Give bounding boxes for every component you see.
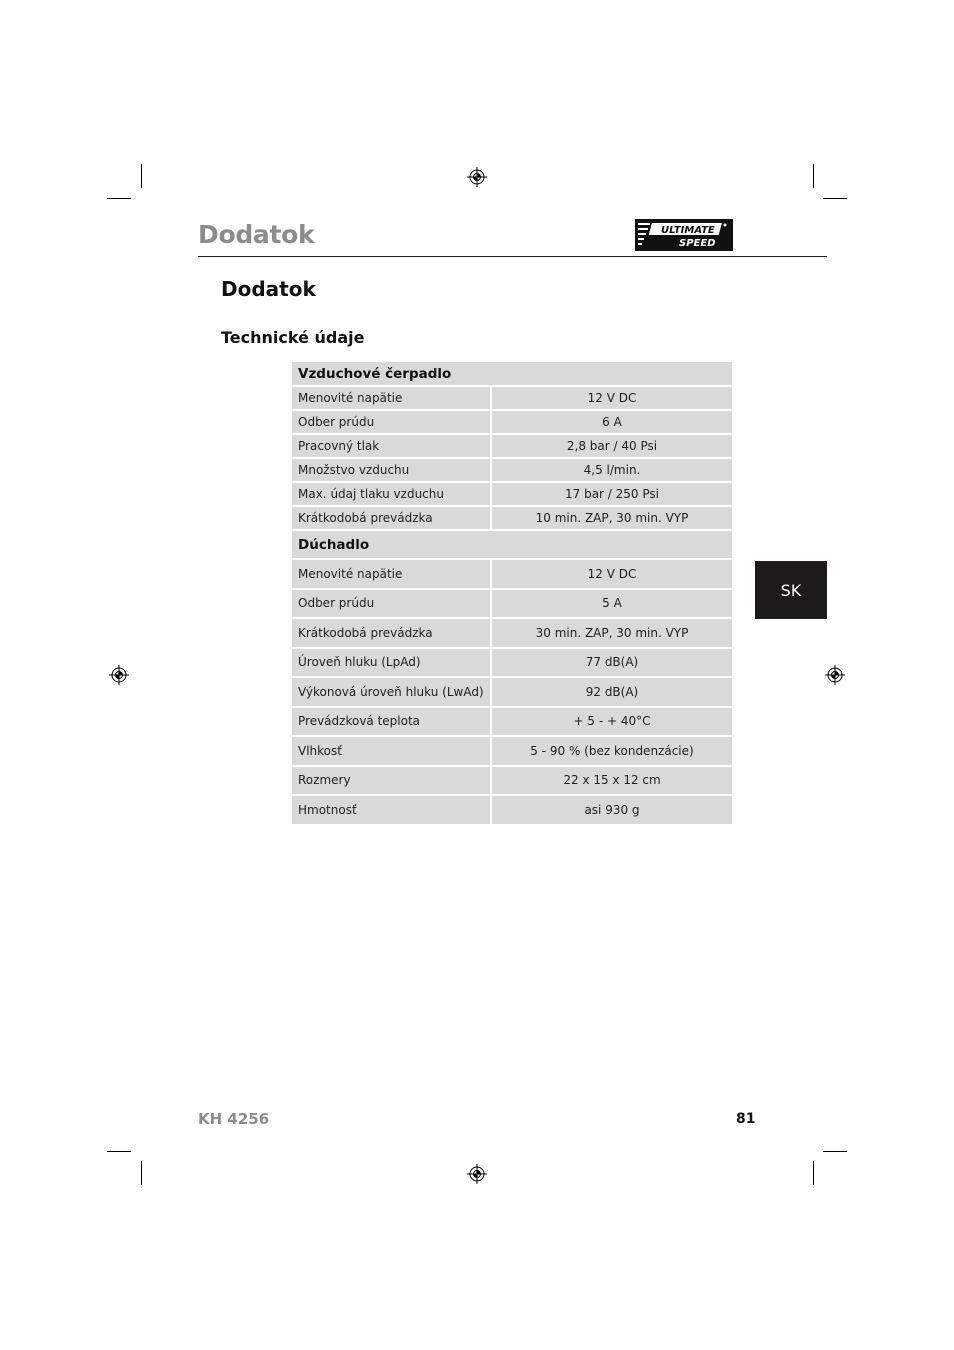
technical-data-table — [290, 360, 734, 826]
table-cell-label: Vlhkosť — [291, 736, 491, 766]
registration-mark-icon — [109, 665, 129, 685]
table-cell-value: 12 V DC — [491, 559, 733, 589]
table-row — [291, 618, 733, 648]
crop-mark — [823, 1151, 847, 1152]
table-cell-value: asi 930 g — [491, 795, 733, 825]
table-cell-value: 22 x 15 x 12 cm — [491, 766, 733, 796]
crop-mark — [107, 198, 131, 199]
table-cell-label: Menovité napätie — [291, 386, 491, 410]
table-cell-label: Výkonová úroveň hluku (LwAd) — [291, 677, 491, 707]
table-cell-label: Pracovný tlak — [291, 434, 491, 458]
language-tab-label: SK — [780, 580, 802, 600]
registration-mark-icon — [825, 665, 845, 685]
header-title: Dodatok — [198, 220, 315, 249]
table-row — [291, 482, 733, 506]
table-cell-label: Krátkodobá prevádzka — [291, 618, 491, 648]
table-cell-value: 17 bar / 250 Psi — [491, 482, 733, 506]
table-row — [291, 707, 733, 737]
crop-mark — [141, 1161, 142, 1185]
table-group-row — [291, 361, 733, 386]
table-cell-label: Krátkodobá prevádzka — [291, 506, 491, 530]
table-row — [291, 506, 733, 530]
table-row — [291, 736, 733, 766]
table-cell-label: Úroveň hluku (LpAd) — [291, 648, 491, 678]
table-group-row — [291, 530, 733, 559]
crop-mark — [141, 164, 142, 188]
table-cell-value: 2,8 bar / 40 Psi — [491, 434, 733, 458]
registration-mark-icon — [467, 167, 487, 187]
table-cell-value: 4,5 l/min. — [491, 458, 733, 482]
table-row — [291, 589, 733, 619]
table-group-title: Vzduchové čerpadlo — [291, 361, 733, 386]
logo-line2: SPEED — [679, 238, 716, 249]
ultimate-speed-logo-icon — [635, 219, 733, 251]
table-cell-label: Odber prúdu — [291, 410, 491, 434]
table-cell-value: 92 dB(A) — [491, 677, 733, 707]
table-cell-label: Rozmery — [291, 766, 491, 796]
table-row — [291, 410, 733, 434]
table-group-title: Dúchadlo — [291, 530, 733, 559]
logo-line1: ULTIMATE — [661, 225, 715, 236]
page-number: 81 — [736, 1111, 756, 1127]
table-cell-value: 77 dB(A) — [491, 648, 733, 678]
table-cell-label: Množstvo vzduchu — [291, 458, 491, 482]
table-row — [291, 795, 733, 825]
table-cell-value: 5 - 90 % (bez kondenzácie) — [491, 736, 733, 766]
table-cell-label: Menovité napätie — [291, 559, 491, 589]
table-cell-value: 5 A — [491, 589, 733, 619]
table-cell-value: 6 A — [491, 410, 733, 434]
brand-logo — [635, 219, 733, 251]
table-cell-value: + 5 - + 40°C — [491, 707, 733, 737]
table-row — [291, 648, 733, 678]
crop-mark — [823, 198, 847, 199]
footer-model-number: KH 4256 — [198, 1110, 270, 1128]
table-cell-label: Max. údaj tlaku vzduchu — [291, 482, 491, 506]
subsection-title: Technické údaje — [221, 328, 365, 347]
header-divider — [198, 256, 827, 257]
table-row — [291, 677, 733, 707]
table-cell-value: 30 min. ZAP, 30 min. VYP — [491, 618, 733, 648]
table-cell-value: 12 V DC — [491, 386, 733, 410]
registration-mark-icon — [467, 1164, 487, 1184]
table-cell-label: Odber prúdu — [291, 589, 491, 619]
crop-mark — [107, 1151, 131, 1152]
table-row — [291, 766, 733, 796]
table-row — [291, 434, 733, 458]
crop-mark — [813, 164, 814, 188]
table-row — [291, 386, 733, 410]
table-cell-label: Hmotnosť — [291, 795, 491, 825]
table-row — [291, 559, 733, 589]
table-cell-value: 10 min. ZAP, 30 min. VYP — [491, 506, 733, 530]
table-cell-label: Prevádzková teplota — [291, 707, 491, 737]
language-tab — [755, 561, 827, 619]
section-title: Dodatok — [221, 277, 316, 301]
crop-mark — [813, 1161, 814, 1185]
table-row — [291, 458, 733, 482]
